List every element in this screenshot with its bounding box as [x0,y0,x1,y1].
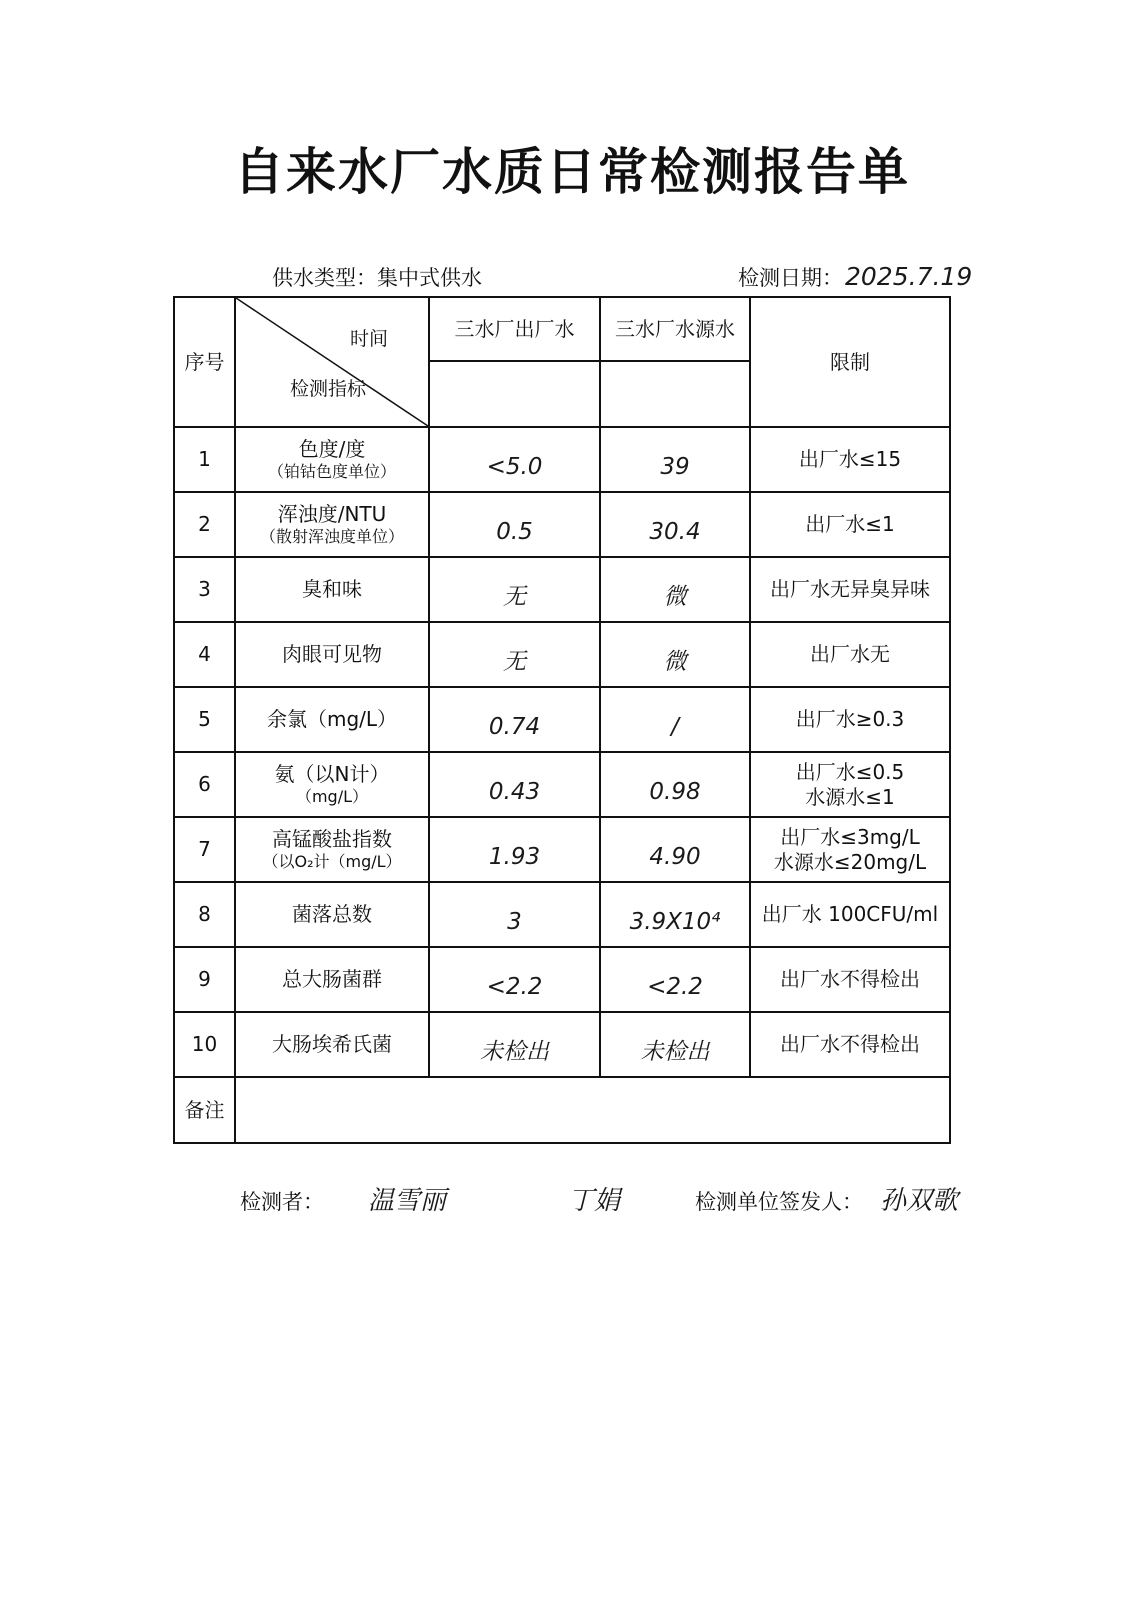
item-unit: （散射浑浊度单位） [259,527,404,546]
source-value: 0.98 [649,779,701,806]
table-row [174,687,950,752]
limit-line-1: 出厂水≤3mg/L [780,824,920,849]
outlet-value: 0.5 [496,519,533,546]
outlet-value: 0.74 [488,714,541,741]
diag-time-label: 时间 [349,328,388,350]
limit-cell [750,817,950,882]
col-header-limit: 限制 [750,297,950,427]
outlet-value-cell [429,687,600,752]
outlet-value-cell [429,557,600,622]
row-number: 9 [174,947,235,1012]
outlet-value: 3 [507,909,522,936]
source-value: 微 [663,649,687,676]
inspector-signature-1: 温雪丽 [368,1186,447,1216]
limit-line-1: 出厂水≤1 [805,512,895,536]
limit-line-1: 出厂水≤15 [798,447,902,471]
remarks-label: 备注 [174,1077,235,1143]
table-row [174,1012,950,1077]
limit-cell [750,752,950,817]
source-value: 微 [663,584,687,611]
indicator-cell [235,557,429,622]
seq-header: 序号 [174,297,235,427]
inspection-date-label: 检测日期： [738,266,843,290]
limit-line-1: 出厂水≤0.5 [795,759,905,784]
source-value-cell [600,947,750,1012]
supply-type [272,262,482,292]
outlet-value: 0.43 [488,779,541,806]
indicator-cell [235,427,429,492]
source-value: 未检出 [640,1039,710,1066]
source-value: <2.2 [647,974,703,1001]
inspection-date-value: 2025.7.19 [845,262,973,291]
supply-type-value: 集中式供水 [377,266,482,290]
limit-cell [750,1012,950,1077]
issuer-signature: 孙双歌 [880,1186,959,1216]
outlet-value-cell [429,1012,600,1077]
report-title: 自来水厂水质日常检测报告单 [234,143,910,201]
indicator-name: 浑浊度/NTU [277,502,387,526]
inspection-table [173,296,951,1144]
remarks-row [174,1077,950,1143]
issuer-label: 检测单位签发人： [695,1190,863,1214]
outlet-value: <2.2 [486,974,543,1001]
row-number: 7 [174,817,235,882]
inspector-signature-2: 丁娟 [568,1186,621,1216]
table-row [174,752,950,817]
limit-line-1: 出厂水不得检出 [780,967,920,991]
source-value-cell [600,492,750,557]
remarks-content [235,1077,950,1143]
table-row [174,882,950,947]
indicator-name: 色度/度 [298,437,366,461]
limit-line-1: 出厂水无异臭异味 [770,577,930,601]
diag-indicator-label: 检测指标 [290,378,367,400]
outlet-value-cell [429,882,600,947]
outlet-value: 未检出 [480,1039,549,1066]
outlet-value-cell [429,752,600,817]
limit-line-1: 出厂水 100CFU/ml [761,902,939,926]
limit-line-1: 出厂水无 [810,642,890,666]
source-value: 4.90 [649,844,701,871]
diagonal-header [235,297,429,427]
outlet-value-cell [429,947,600,1012]
source-value: 3.9X10⁴ [629,909,721,936]
limit-line-1: 出厂水不得检出 [780,1032,920,1056]
indicator-name: 臭和味 [302,577,362,601]
indicator-cell [235,947,429,1012]
outlet-value-cell [429,427,600,492]
table-row [174,557,950,622]
indicator-name: 余氯（mg/L） [266,707,398,731]
row-number: 1 [174,427,235,492]
source-value-cell [600,1012,750,1077]
indicator-cell [235,687,429,752]
table-row [174,947,950,1012]
limit-cell [750,622,950,687]
outlet-value: <5.0 [486,454,543,481]
source-value-cell [600,882,750,947]
limit-cell [750,492,950,557]
source-value-cell [600,817,750,882]
outlet-value-cell [429,492,600,557]
item-unit: （以O₂计（mg/L） [262,852,402,871]
row-number: 5 [174,687,235,752]
table-row [174,492,950,557]
indicator-name: 肉眼可见物 [282,642,382,666]
indicator-cell [235,622,429,687]
supply-type-label: 供水类型： [272,266,377,290]
inspection-date [738,262,972,292]
source-value-cell [600,557,750,622]
col-header-source: 三水厂水源水 [600,297,750,361]
source-value: 30.4 [649,519,701,546]
row-number: 2 [174,492,235,557]
col-header-outlet: 三水厂出厂水 [429,297,600,361]
item-unit: （mg/L） [295,787,369,806]
limit-cell [750,687,950,752]
source-value-cell [600,752,750,817]
source-value-cell [600,622,750,687]
row-number: 3 [174,557,235,622]
table-row [174,817,950,882]
indicator-name: 高锰酸盐指数 [272,827,392,851]
limit-cell [750,882,950,947]
table-row [174,427,950,492]
table-row [174,622,950,687]
indicator-cell [235,492,429,557]
indicator-cell [235,1012,429,1077]
diagonal-line [236,298,428,426]
row-number: 10 [174,1012,235,1077]
outlet-value: 无 [503,649,526,676]
source-value: / [671,714,679,741]
limit-line-2: 水源水≤1 [805,784,895,809]
limit-cell [750,557,950,622]
row-number: 4 [174,622,235,687]
outlet-value-cell [429,817,600,882]
source-value-cell [600,687,750,752]
indicator-name: 氨（以N计） [274,762,390,786]
limit-line-2: 水源水≤20mg/L [773,849,927,874]
col-subheader-source-blank [600,361,750,427]
row-number: 6 [174,752,235,817]
item-unit: （铂钴色度单位） [267,462,396,481]
limit-cell [750,427,950,492]
indicator-name: 菌落总数 [292,902,372,926]
limit-line-1: 出厂水≥0.3 [795,707,905,731]
outlet-value: 1.93 [488,844,541,871]
indicator-name: 大肠埃希氏菌 [272,1032,392,1056]
outlet-value: 无 [503,584,526,611]
row-number: 8 [174,882,235,947]
indicator-cell [235,882,429,947]
outlet-value-cell [429,622,600,687]
inspector-label: 检测者： [240,1190,324,1214]
indicator-cell [235,752,429,817]
source-value: 39 [660,454,690,481]
indicator-cell [235,817,429,882]
source-value-cell [600,427,750,492]
indicator-name: 总大肠菌群 [282,967,382,991]
limit-cell [750,947,950,1012]
col-subheader-outlet-blank [429,361,600,427]
